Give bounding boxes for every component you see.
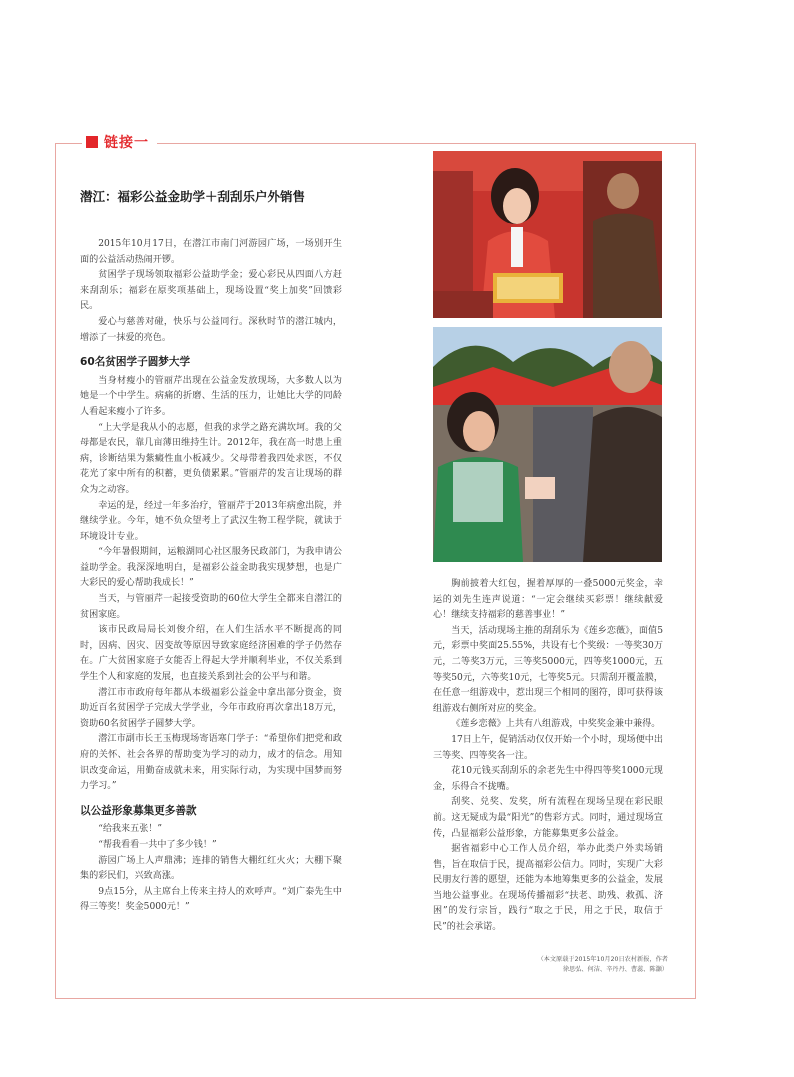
body-paragraph: 该市民政局局长刘俊介绍，在人们生活水平不断提高的同时，因病、因灾、因变故等原因导致家庭经济困难的学子仍然存在。广大贫困家庭子女能否上得起大学并顺利毕业，不仅关系到学生个人和家庭的发展，也直接关系到社会的公平与和谐。	[80, 625, 342, 683]
body-paragraph: 游园广场上人声鼎沸；连排的销售大棚红红火火；大棚下聚集的彩民们，兴致高涨。	[80, 855, 342, 882]
body-paragraph: “今年暑假期间，运粮湖同心社区服务民政部门，为我申请公益助学金。我深深地明白，是福彩公益金助我实现梦想，也是广大彩民的爱心帮助我成长！”	[80, 547, 342, 589]
body-paragraph: 爱心与慈善对碰，快乐与公益同行。深秋时节的潜江城内，增添了一抹爱的亮色。	[80, 316, 342, 343]
article-headline: 潜江：福彩公益金助学＋刮刮乐户外销售	[80, 189, 306, 204]
right-column	[433, 577, 663, 936]
section-heading: 以公益形象募集更多善款	[80, 804, 197, 817]
body-paragraph: “上大学是我从小的志愿，但我的求学之路充满坎坷。我的父母都是农民，靠几亩薄田维持生计。2012年，我在高一时患上重病，诊断结果为紫癜性血小板减少。父母带着我四处求医，不仅花光了家中所有的积蓄，更负债累累。”管丽芹的发言让现场的群众为之动容。	[80, 422, 342, 495]
source-note	[500, 955, 668, 974]
section-tag	[82, 131, 157, 153]
body-paragraph: 17日上午，促销活动仅仅开始一个小时，现场便中出三等奖、四等奖各一注。	[433, 734, 663, 761]
photo-reporter-interview-winner	[433, 327, 662, 562]
source-note-line: （本文原载于2015年10月20日农村新报，作者	[537, 956, 668, 963]
body-paragraph: 当身材瘦小的管丽芹出现在公益金发放现场，大多数人以为她是一个中学生。病痛的折磨、生活的压力，让她比大学的同龄人看起来瘦小了许多。	[80, 375, 342, 417]
left-column	[80, 237, 342, 916]
body-paragraph: 胸前披着大红包，握着厚厚的一叠5000元奖金，幸运的刘先生连声说道：“一定会继续买彩票！继续献爱心！继续支持福彩的慈善事业！”	[433, 579, 663, 621]
body-paragraph: 当天，活动现场主推的刮刮乐为《莲乡恋薇》，面值5元，彩票中奖面25.55%，共设有七个奖级：一等奖30万元，二等奖3万元，三等奖5000元，四等奖1000元，五等奖50元，六等奖10元，七等奖5元。只需刮开覆盖膜，在任意一组游戏中，惹出现三个相同的图符，即可获得该组游戏右侧所对应的奖金。	[433, 625, 663, 714]
body-paragraph: 2015年10月17日，在潜江市南门河游园广场，一场别开生面的公益活动热闹开锣。	[80, 239, 342, 265]
body-paragraph: “帮我看看一共中了多少钱！”	[98, 839, 217, 850]
section-tag-label: 链接一	[104, 135, 149, 151]
body-paragraph: 据省福彩中心工作人员介绍，举办此类户外卖场销售，旨在取信于民，提高福彩公信力。同时，实现广大彩民朋友行善的愿望，还能为本地筹集更多的公益金，发展当地公益事业。在现场传播福彩“扶老、助残、救孤、济困”的发行宗旨，践行“取之于民，用之于民，取信于民”的社会承诺。	[433, 844, 663, 933]
body-paragraph: 潜江市市政府每年都从本级福彩公益金中拿出部分资金，资助近百名贫困学子完成大学学业，今年市政府再次拿出18万元，资助60名贫困学子圆梦大学。	[80, 687, 342, 729]
body-paragraph: 《莲乡恋薇》上共有八组游戏，中奖奖金兼中兼得。	[451, 719, 661, 730]
body-paragraph: 刮奖、兑奖、发奖，所有流程在现场呈现在彩民眼前。这无疑成为最“阳光”的售彩方式。同时，通过现场宣传，凸显福彩公益形象，方能募集更多公益金。	[433, 797, 663, 839]
body-paragraph: 幸运的是，经过一年多治疗，管丽芹于2013年病愈出院，并继续学业。今年，她不负众望考上了武汉生物工程学院，就读于环境设计专业。	[80, 500, 342, 542]
red-square-icon	[86, 136, 98, 148]
body-paragraph: 潜江市副市长王玉梅现场寄语寒门学子：“希望你们把党和政府的关怀、社会各界的帮助变为学习的动力，成才的信念。用知识改变命运，用勤奋成就未来，用实际行动，为实现中国梦而努力学习。”	[80, 734, 342, 792]
source-note-line: 徐思弘、何洁、辛丹丹、曹蕊、陈灏）	[562, 965, 668, 973]
body-paragraph: 9点15分，从主席台上传来主持人的欢呼声。“刘广泰先生中得三等奖！奖金5000元！”	[80, 886, 342, 913]
photo-volunteer-selling-lottery	[433, 151, 662, 318]
body-paragraph: 贫困学子现场领取福彩公益助学金；爱心彩民从四面八方赶来刮刮乐；福彩在原奖项基础上，现场设置“奖上加奖”回馈彩民。	[80, 270, 342, 312]
section-heading: 60名贫困学子圆梦大学	[80, 356, 191, 369]
body-paragraph: 花10元钱买刮刮乐的余老先生中得四等奖1000元现金，乐得合不拢嘴。	[433, 766, 663, 792]
body-paragraph: 当天，与管丽芹一起接受资助的60位大学生全都来自潜江的贫困家庭。	[80, 594, 342, 620]
body-paragraph: “给我来五张！”	[98, 824, 163, 835]
